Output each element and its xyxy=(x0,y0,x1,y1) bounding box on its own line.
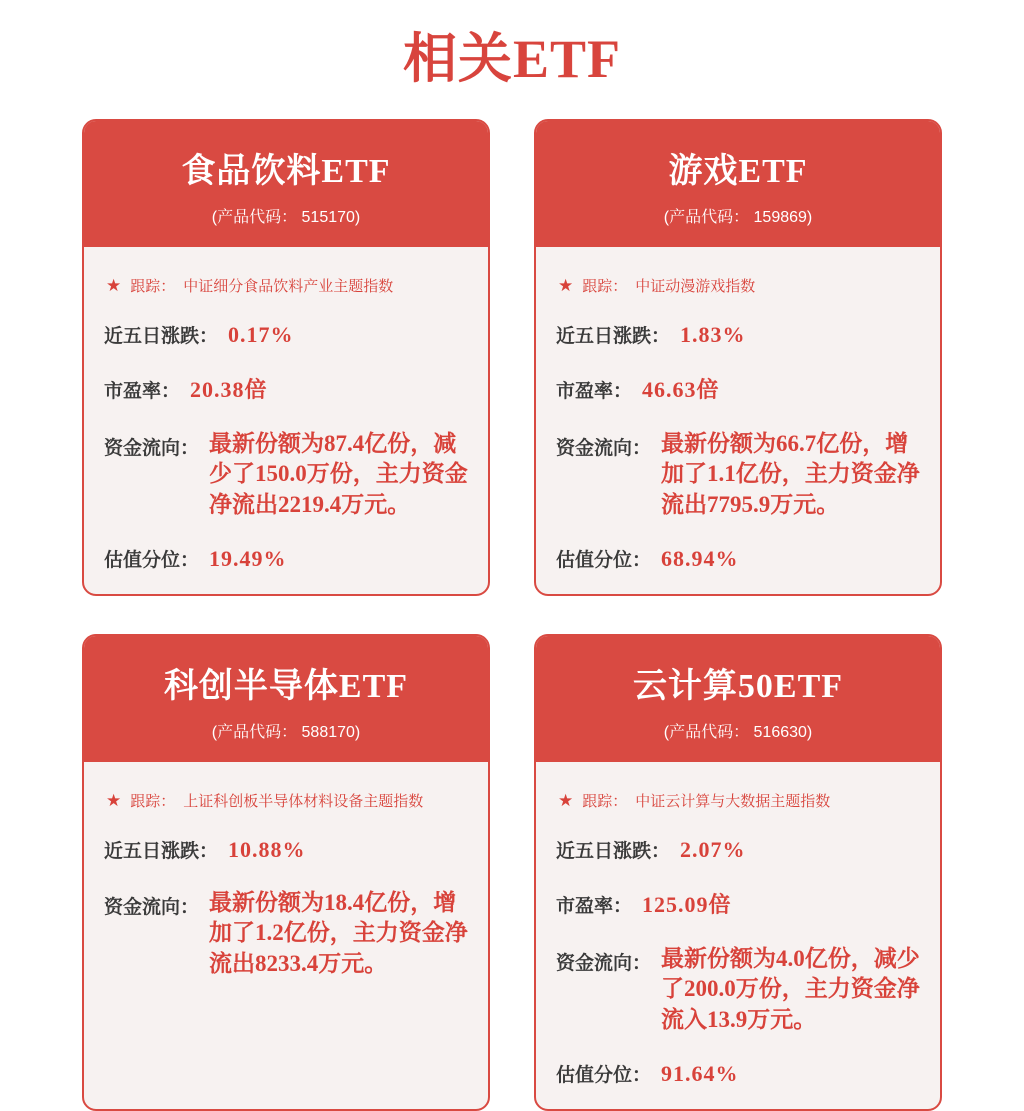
five-day-change-value: 2.07% xyxy=(680,837,746,863)
five-day-change-label: 近五日涨跌： xyxy=(556,841,671,863)
fund-flow-row xyxy=(104,888,468,979)
fund-flow-value: 最新份额为87.4亿份，减少了150.0万份，主力资金净流出2219.4万元。 xyxy=(209,431,468,517)
five-day-change-value: 10.88% xyxy=(228,837,306,863)
five-day-change-row xyxy=(556,836,920,863)
star-icon: ★ xyxy=(106,276,122,295)
card-header xyxy=(536,636,940,762)
fund-flow-label: 资金流向： xyxy=(104,897,200,919)
tracking-index-row xyxy=(106,790,468,811)
etf-product-code: (产品代码： 588170) xyxy=(211,724,361,742)
etf-product-code: (产品代码： 515170) xyxy=(211,209,361,226)
pe-ratio-label: 市盈率： xyxy=(104,381,181,402)
five-day-change-row xyxy=(104,321,468,348)
page-title: 相关ETF xyxy=(402,29,622,89)
tracking-index-row xyxy=(558,790,920,811)
etf-card-gaming xyxy=(534,119,942,596)
valuation-percentile-row xyxy=(556,1060,920,1087)
valuation-percentile-value: 91.64% xyxy=(661,1061,739,1087)
five-day-change-label: 近五日涨跌： xyxy=(104,326,219,347)
pe-ratio-row xyxy=(556,888,920,919)
pe-ratio-value: 20.38倍 xyxy=(190,377,268,402)
etf-title: 游戏ETF xyxy=(668,153,808,190)
fund-flow-row xyxy=(104,429,468,520)
etf-product-code: (产品代码： 159869) xyxy=(663,209,813,226)
tracking-index-name: 中证细分食品饮料产业主题指数 xyxy=(183,278,394,295)
card-body xyxy=(536,762,940,1109)
card-body xyxy=(536,247,940,594)
fund-flow-row xyxy=(556,944,920,1035)
five-day-change-value: 1.83% xyxy=(680,322,746,347)
fund-flow-value: 最新份额为4.0亿份，减少了200.0万份，主力资金净流入13.9万元。 xyxy=(661,946,920,1032)
pe-ratio-row xyxy=(104,373,468,404)
star-icon: ★ xyxy=(558,791,574,811)
fund-flow-label: 资金流向： xyxy=(104,438,200,459)
valuation-percentile-row xyxy=(104,545,468,572)
five-day-change-label: 近五日涨跌： xyxy=(556,326,671,347)
tracking-index-name: 上证科创板半导体材料设备主题指数 xyxy=(183,793,424,811)
pe-ratio-value: 46.63倍 xyxy=(642,377,720,402)
valuation-percentile-value: 19.49% xyxy=(209,546,287,572)
star-icon: ★ xyxy=(106,791,122,811)
star-icon: ★ xyxy=(558,276,574,295)
tracking-index-row xyxy=(106,275,468,296)
etf-card-food-beverage xyxy=(82,119,490,596)
five-day-change-label: 近五日涨跌： xyxy=(104,841,219,863)
card-body xyxy=(84,762,488,1109)
etf-cards-grid xyxy=(0,119,1024,1111)
card-header xyxy=(84,121,488,247)
track-label: 跟踪： xyxy=(582,793,628,811)
valuation-percentile-value: 68.94% xyxy=(661,546,739,572)
pe-ratio-value: 125.09倍 xyxy=(642,892,732,918)
card-header xyxy=(536,121,940,247)
tracking-index-name: 中证动漫游戏指数 xyxy=(635,278,756,295)
tracking-index-name: 中证云计算与大数据主题指数 xyxy=(635,793,831,811)
track-label: 跟踪： xyxy=(130,278,176,295)
valuation-percentile-label: 估值分位： xyxy=(556,1065,652,1087)
etf-title: 食品饮料ETF xyxy=(181,153,391,190)
etf-product-code: (产品代码： 516630) xyxy=(663,724,813,742)
fund-flow-value: 最新份额为18.4亿份，增加了1.2亿份，主力资金净流出8233.4万元。 xyxy=(209,890,468,976)
five-day-change-row xyxy=(104,836,468,863)
pe-ratio-row xyxy=(556,373,920,404)
valuation-percentile-label: 估值分位： xyxy=(556,550,652,572)
etf-title: 科创半导体ETF xyxy=(163,668,409,706)
five-day-change-value: 0.17% xyxy=(228,322,294,347)
tracking-index-row xyxy=(558,275,920,296)
track-label: 跟踪： xyxy=(582,278,628,295)
fund-flow-label: 资金流向： xyxy=(556,953,652,975)
five-day-change-row xyxy=(556,321,920,348)
card-header xyxy=(84,636,488,762)
fund-flow-row xyxy=(556,429,920,520)
track-label: 跟踪： xyxy=(130,793,176,811)
etf-card-semiconductor xyxy=(82,634,490,1111)
card-body xyxy=(84,247,488,594)
etf-card-cloud-computing xyxy=(534,634,942,1111)
etf-title: 云计算50ETF xyxy=(632,668,844,706)
pe-ratio-label: 市盈率： xyxy=(556,896,633,918)
pe-ratio-label: 市盈率： xyxy=(556,381,633,402)
valuation-percentile-row xyxy=(556,545,920,572)
valuation-percentile-label: 估值分位： xyxy=(104,550,200,572)
fund-flow-value: 最新份额为66.7亿份，增加了1.1亿份，主力资金净流出7795.9万元。 xyxy=(661,431,920,517)
fund-flow-label: 资金流向： xyxy=(556,438,652,459)
